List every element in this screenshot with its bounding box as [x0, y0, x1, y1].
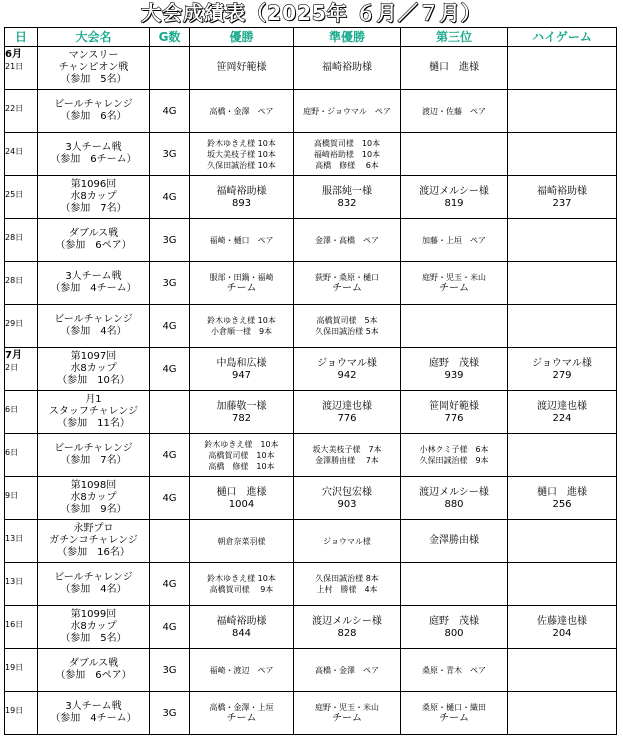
day-label: 6日	[5, 448, 19, 457]
day-label: 29日	[5, 319, 24, 328]
event-name-line: 3人チーム戦	[65, 271, 122, 282]
date-cell	[5, 133, 38, 176]
runner-up-cell	[294, 90, 401, 133]
event-name-line: （参加 9名）	[60, 504, 127, 515]
header-row	[5, 28, 617, 47]
day-label: 25日	[5, 190, 24, 199]
header-winner: 優勝	[190, 28, 294, 47]
result-line: 高橋 修様 10本	[208, 461, 275, 471]
result-line: 樋口 進様	[429, 62, 479, 73]
high-game-cell	[508, 219, 617, 262]
result-line: 庭野 茂様	[429, 357, 479, 369]
game-count-cell: 4G	[150, 434, 190, 477]
day-label: 19日	[5, 706, 24, 715]
runner-up-cell	[294, 133, 401, 176]
result-line: 上村 勝様 4本	[316, 585, 378, 594]
high-game-cell	[508, 520, 617, 563]
result-line: 819	[444, 197, 464, 209]
high-game-cell	[508, 434, 617, 477]
winner-cell	[190, 649, 294, 692]
runner-up-cell	[294, 692, 401, 735]
result-line: 893	[231, 197, 252, 209]
event-name-line: （参加 4名）	[60, 584, 127, 595]
runner-up-cell	[294, 262, 401, 305]
result-line: 金澤勝由様	[429, 535, 479, 546]
high-game-cell	[508, 563, 617, 606]
results-body	[5, 47, 617, 735]
day-label: 28日	[5, 276, 24, 285]
third-place-cell	[401, 692, 508, 735]
event-name-line: （参加 4名）	[60, 326, 127, 337]
date-cell	[5, 219, 38, 262]
runner-up-cell	[294, 391, 401, 434]
result-line: 久保田誠治様 8本	[315, 574, 379, 583]
winner-cell	[190, 262, 294, 305]
event-name-cell	[38, 219, 150, 262]
winner-cell	[190, 133, 294, 176]
game-count-cell	[150, 520, 190, 563]
result-line: 1004	[228, 498, 255, 510]
result-line: 久保田誠治様 9本	[419, 456, 489, 465]
table-row	[5, 90, 617, 133]
winner-cell	[190, 47, 294, 90]
third-place-cell	[401, 606, 508, 649]
event-name-cell	[38, 262, 150, 305]
result-line: 鈴木ゆきえ様 10本	[204, 439, 279, 449]
table-row	[5, 563, 617, 606]
result-line: 小倉順一様 9本	[210, 327, 273, 336]
table-row	[5, 520, 617, 563]
result-line: 庭野・児玉・米山	[315, 702, 379, 712]
result-line: チーム	[332, 712, 362, 724]
runner-up-cell	[294, 520, 401, 563]
table-row	[5, 305, 617, 348]
winner-cell	[190, 348, 294, 391]
event-name-cell	[38, 520, 150, 563]
event-name-line: 月1	[85, 394, 102, 405]
third-place-cell	[401, 649, 508, 692]
day-label: 21日	[5, 62, 24, 71]
header-games: G数	[150, 28, 190, 47]
high-game-cell	[508, 391, 617, 434]
event-name-cell	[38, 133, 150, 176]
event-name-cell	[38, 692, 150, 735]
result-line: 776	[444, 412, 464, 424]
result-line: 832	[337, 197, 357, 209]
runner-up-cell	[294, 606, 401, 649]
third-place-cell	[401, 262, 508, 305]
result-line: 坂大美枝子様 7本	[312, 445, 382, 454]
event-name-line: 水8カップ	[70, 492, 117, 503]
runner-up-cell	[294, 176, 401, 219]
result-line: 204	[552, 627, 572, 639]
result-line: 渡辺・佐藤 ペア	[422, 106, 486, 116]
event-name-line: 水8カップ	[70, 191, 117, 202]
table-row	[5, 176, 617, 219]
result-line: 加藤敬一様	[216, 400, 267, 412]
result-line: 高橋・金澤 ペア	[209, 106, 274, 116]
winner-cell	[190, 391, 294, 434]
result-line: 782	[231, 412, 252, 424]
event-name-line: （参加 4チーム）	[50, 283, 137, 294]
result-line: 樋口 進様	[537, 486, 587, 498]
game-count-cell	[150, 47, 190, 90]
event-name-cell	[38, 606, 150, 649]
event-name-line: （参加 7名）	[60, 455, 127, 466]
result-line: 笹岡好範様	[429, 400, 479, 412]
event-name-line: （参加 16名）	[57, 547, 130, 558]
header-event: 大会名	[38, 28, 150, 47]
date-cell	[5, 176, 38, 219]
runner-up-cell	[294, 477, 401, 520]
result-line: 久保田誠治様 5本	[315, 327, 379, 336]
third-place-cell	[401, 133, 508, 176]
game-count-cell: 3G	[150, 649, 190, 692]
runner-up-cell	[294, 47, 401, 90]
event-name-cell	[38, 477, 150, 520]
event-name-cell	[38, 649, 150, 692]
game-count-cell: 4G	[150, 176, 190, 219]
result-line: 樋口 進様	[216, 486, 267, 498]
table-row	[5, 649, 617, 692]
month-label: 7月	[5, 350, 22, 361]
table-row	[5, 477, 617, 520]
third-place-cell	[401, 477, 508, 520]
result-line: 939	[444, 369, 464, 381]
result-line: 服部純一様	[322, 185, 372, 197]
event-name-line: ビールチャレンジ	[54, 99, 133, 110]
result-line: 福崎・渡辺 ペア	[209, 665, 274, 675]
event-name-line: 水8カップ	[70, 621, 117, 632]
game-count-cell: 4G	[150, 348, 190, 391]
event-name-line: ビールチャレンジ	[54, 572, 133, 583]
result-line: チーム	[226, 712, 257, 724]
result-line: 渡辺メルシー様	[419, 185, 489, 197]
results-table	[4, 27, 617, 735]
winner-cell	[190, 176, 294, 219]
result-line: 佐藤達也様	[537, 615, 587, 627]
event-name-line: マンスリー	[68, 50, 119, 61]
table-row	[5, 606, 617, 649]
event-name-cell	[38, 305, 150, 348]
event-name-line: （参加 4チーム）	[50, 713, 137, 724]
day-label: 6日	[5, 405, 19, 414]
winner-cell	[190, 520, 294, 563]
result-line: チーム	[439, 282, 469, 294]
date-cell	[5, 477, 38, 520]
date-cell	[5, 649, 38, 692]
result-line: 荻野・桑原・樋口	[315, 272, 379, 282]
date-cell	[5, 391, 38, 434]
event-name-line: ビールチャレンジ	[54, 314, 133, 325]
header-date: 日	[5, 28, 38, 47]
game-count-cell: 4G	[150, 477, 190, 520]
event-name-cell	[38, 434, 150, 477]
runner-up-cell	[294, 348, 401, 391]
winner-cell	[190, 606, 294, 649]
event-name-line: （参加 10名）	[57, 375, 130, 386]
day-label: 2日	[5, 363, 19, 372]
result-line: 256	[552, 498, 572, 510]
event-name-line: ビールチャレンジ	[54, 443, 133, 454]
result-line: チーム	[332, 282, 362, 294]
game-count-cell: 3G	[150, 133, 190, 176]
result-line: 渡辺達也様	[322, 400, 372, 412]
result-line: 坂大美枝子様 10本	[207, 149, 276, 159]
event-name-line: ダブルス戦	[68, 658, 119, 669]
runner-up-cell	[294, 649, 401, 692]
event-name-cell	[38, 176, 150, 219]
result-line: 福崎裕助様 10本	[313, 149, 381, 159]
event-name-line: ガチンコチャレンジ	[49, 535, 138, 546]
date-cell	[5, 348, 38, 391]
winner-cell	[190, 434, 294, 477]
date-cell	[5, 90, 38, 133]
table-row	[5, 391, 617, 434]
event-name-line: （参加 5名）	[60, 633, 127, 644]
event-name-line: 3人チーム戦	[65, 142, 122, 153]
result-line: チーム	[439, 712, 469, 724]
date-cell	[5, 262, 38, 305]
result-line: 947	[231, 369, 252, 381]
event-name-line: （参加 6名）	[60, 111, 127, 122]
result-line: 224	[552, 412, 572, 424]
game-count-cell: 4G	[150, 563, 190, 606]
event-name-cell	[38, 348, 150, 391]
date-cell	[5, 434, 38, 477]
runner-up-cell	[294, 219, 401, 262]
high-game-cell	[508, 176, 617, 219]
result-line: 加藤・上垣 ペア	[422, 235, 486, 245]
runner-up-cell	[294, 563, 401, 606]
result-line: ジョウマル様	[323, 536, 371, 546]
result-line: 庭野・児玉・米山	[422, 272, 486, 282]
third-place-cell	[401, 176, 508, 219]
date-cell	[5, 47, 38, 90]
game-count-cell	[150, 391, 190, 434]
date-cell	[5, 606, 38, 649]
day-label: 9日	[5, 491, 19, 500]
high-game-cell	[508, 305, 617, 348]
high-game-cell	[508, 606, 617, 649]
high-game-cell	[508, 90, 617, 133]
event-name-line: スタッフチャレンジ	[48, 406, 139, 417]
third-place-cell	[401, 520, 508, 563]
header-third-place: 第三位	[401, 28, 508, 47]
result-line: 福崎裕助様	[322, 62, 372, 73]
third-place-cell	[401, 434, 508, 477]
event-name-line: （参加 11名）	[57, 418, 130, 429]
high-game-cell	[508, 348, 617, 391]
result-line: 金澤勝由様 7本	[315, 456, 379, 465]
game-count-cell: 3G	[150, 262, 190, 305]
game-count-cell: 3G	[150, 219, 190, 262]
table-row	[5, 692, 617, 735]
result-line: 高橋・金澤 ペア	[315, 665, 379, 675]
result-line: チーム	[226, 282, 257, 294]
event-name-line: 第1099回	[70, 609, 117, 620]
event-name-line: （参加 7名）	[60, 203, 127, 214]
event-name-line: 第1098回	[70, 480, 117, 491]
result-line: 小林クミ子様 6本	[419, 445, 489, 454]
result-line: 朝倉奈菜羽様	[217, 536, 266, 546]
winner-cell	[190, 219, 294, 262]
high-game-cell	[508, 47, 617, 90]
result-line: 中島和広様	[216, 357, 267, 369]
third-place-cell	[401, 219, 508, 262]
result-line: 279	[552, 369, 572, 381]
table-row	[5, 133, 617, 176]
date-cell	[5, 520, 38, 563]
game-count-cell: 4G	[150, 606, 190, 649]
result-line: 776	[337, 412, 357, 424]
result-line: 903	[337, 498, 357, 510]
event-name-line: ダブルス戦	[68, 228, 119, 239]
event-name-line: 永野プロ	[73, 523, 114, 534]
result-line: 渡辺メルシー様	[419, 486, 489, 498]
event-name-line: 水8カップ	[70, 363, 117, 374]
result-line: 鈴木ゆきえ様 10本	[207, 574, 276, 583]
third-place-cell	[401, 47, 508, 90]
result-line: 渡辺メルシー様	[312, 615, 382, 627]
result-line: 鈴木ゆきえ様 10本	[207, 316, 276, 325]
game-count-cell: 4G	[150, 90, 190, 133]
third-place-cell	[401, 563, 508, 606]
result-line: 服部・田鍋・福崎	[209, 272, 274, 282]
result-line: 庭野 茂様	[429, 615, 479, 627]
result-line: 桑原・青木 ペア	[422, 665, 486, 675]
third-place-cell	[401, 90, 508, 133]
winner-cell	[190, 692, 294, 735]
result-line: 高橋 修様 6本	[315, 160, 379, 170]
event-name-line: 3人チーム戦	[65, 701, 122, 712]
event-name-cell	[38, 391, 150, 434]
page-title: 大会成績表（2025年 ６月／７月）	[141, 1, 482, 25]
third-place-cell	[401, 391, 508, 434]
result-line: 桑原・樋口・織田	[422, 702, 486, 712]
header-high-game: ハイゲーム	[508, 28, 617, 47]
date-cell	[5, 305, 38, 348]
date-cell	[5, 692, 38, 735]
day-label: 19日	[5, 663, 24, 672]
result-line: 笹岡好範様	[216, 62, 267, 73]
event-name-line: （参加 5名）	[60, 74, 127, 85]
result-line: 942	[337, 369, 357, 381]
result-line: 福崎・樋口 ペア	[209, 235, 274, 245]
month-label: 6月	[5, 49, 22, 60]
result-line: 渡辺達也様	[537, 400, 587, 412]
event-name-line: （参加 6チーム）	[50, 154, 137, 165]
game-count-cell: 3G	[150, 692, 190, 735]
result-line: 鈴木ゆきえ様 10本	[207, 138, 276, 148]
day-label: 16日	[5, 620, 24, 629]
result-line: 金澤・高橋 ペア	[315, 235, 379, 245]
header-runner-up: 準優勝	[294, 28, 401, 47]
winner-cell	[190, 563, 294, 606]
day-label: 13日	[5, 534, 24, 543]
result-line: 福崎裕助様	[216, 185, 267, 197]
day-label: 13日	[5, 577, 24, 586]
day-label: 24日	[5, 147, 24, 156]
event-name-line: 第1097回	[70, 351, 117, 362]
table-row	[5, 262, 617, 305]
high-game-cell	[508, 262, 617, 305]
result-line: ジョウマル様	[532, 357, 592, 369]
result-line: 800	[444, 627, 464, 639]
event-name-cell	[38, 90, 150, 133]
result-line: 久保田誠治様 10本	[207, 160, 276, 170]
table-row	[5, 434, 617, 477]
event-name-cell	[38, 47, 150, 90]
third-place-cell	[401, 305, 508, 348]
result-line: 高橋賀司様 5本	[316, 316, 378, 325]
day-label: 28日	[5, 233, 24, 242]
winner-cell	[190, 477, 294, 520]
runner-up-cell	[294, 434, 401, 477]
runner-up-cell	[294, 305, 401, 348]
result-line: 福崎裕助様	[537, 185, 587, 197]
result-line: 福崎裕助様	[216, 615, 267, 627]
game-count-cell: 4G	[150, 305, 190, 348]
result-line: 高橋賀司様 9本	[209, 585, 274, 594]
winner-cell	[190, 305, 294, 348]
third-place-cell	[401, 348, 508, 391]
result-line: 高橋・金澤・上垣	[209, 702, 274, 712]
result-line: 庭野・ジョウマル ペア	[303, 106, 391, 116]
high-game-cell	[508, 649, 617, 692]
event-name-line: （参加 6ペア）	[55, 670, 132, 681]
winner-cell	[190, 90, 294, 133]
high-game-cell	[508, 477, 617, 520]
event-name-line: チャンピオン戦	[58, 62, 129, 73]
result-line: 828	[337, 627, 357, 639]
day-label: 22日	[5, 104, 24, 113]
table-row	[5, 348, 617, 391]
result-line: 880	[444, 498, 464, 510]
date-cell	[5, 563, 38, 606]
high-game-cell	[508, 692, 617, 735]
event-name-line: 第1096回	[70, 179, 117, 190]
event-name-line: （参加 6ペア）	[55, 240, 132, 251]
high-game-cell	[508, 133, 617, 176]
result-line: 高橋賀司様 10本	[313, 138, 381, 148]
result-line: 高橋賀司様 10本	[208, 450, 275, 460]
event-name-cell	[38, 563, 150, 606]
result-line: 237	[552, 197, 572, 209]
result-line: ジョウマル様	[317, 357, 377, 369]
result-line: 穴沢包宏様	[322, 486, 372, 498]
table-row	[5, 47, 617, 90]
table-row	[5, 219, 617, 262]
result-line: 844	[231, 627, 252, 639]
